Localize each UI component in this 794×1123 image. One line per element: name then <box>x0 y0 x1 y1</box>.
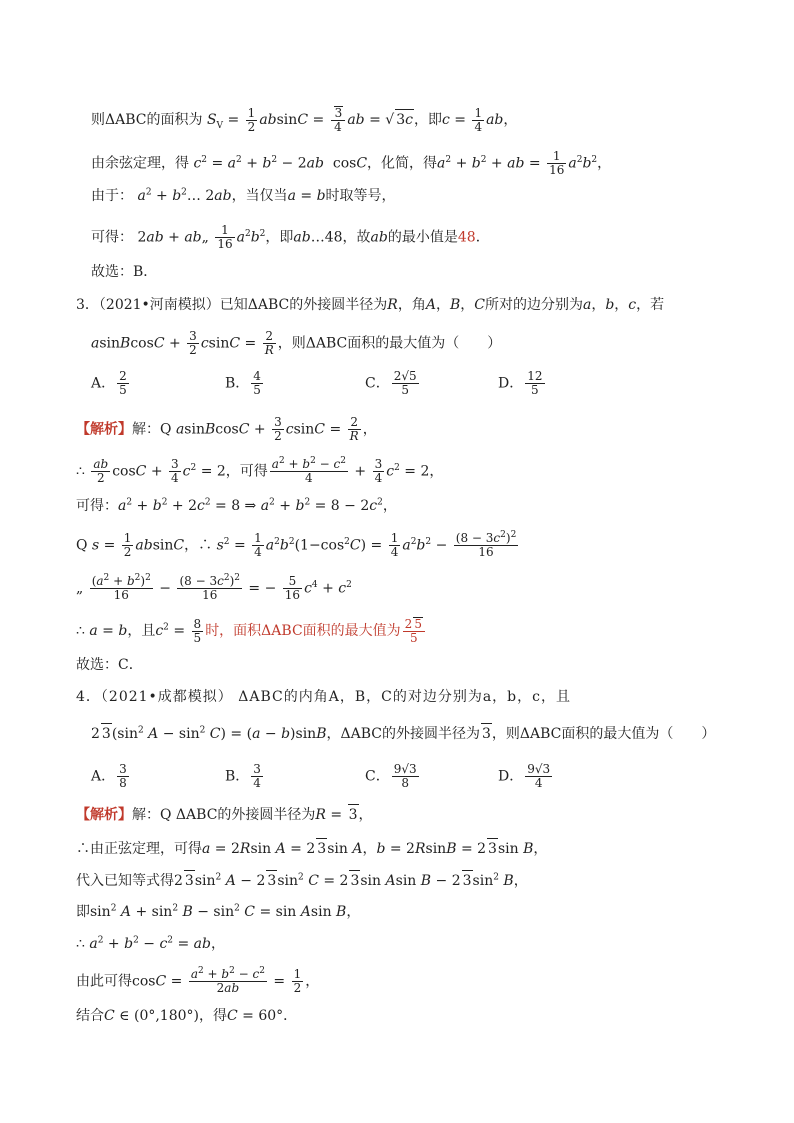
q4-analysis-line-2: ∴由正弦定理，可得a = 2Rsin A = 2 3sin A，b = 2RsinB = 2 3sin B， <box>76 838 547 859</box>
q4-option-d[interactable]: D． $\frac{9√3}{4}$ <box>498 762 551 790</box>
question-3-stem: 3．（2021•河南模拟）已知ΔABC的外接圆半径为R，角A，B，C所对的边分别为a，b，c，若 <box>76 297 665 313</box>
q3-option-c[interactable]: C． $\frac{2√5}{5}$ <box>365 369 417 397</box>
min-value: 48 <box>457 229 476 246</box>
question-4-condition: 2 $3(\sin^2$ $A - \sin^2 C) = (a - b)\sin B$，ΔABC的外接圆半径为 3，则ΔABC面积的最大值为（ ） <box>91 723 715 744</box>
cosine-law-line: 由余弦定理，得 $c^2 = a^2 + b^2 - 2ab$ cosC，化简，得$a^2 + b^2$ + ab = $\frac{1}{16}$ $a^2b^2$， <box>91 149 612 177</box>
q3-analysis-line-2: ∴ $\frac{ab}{2}$ cosC + $\frac{3}{4}$ $c^2 = 2$，可得 $\frac{a^2 + b^2 - c^2}{4}$ + $\frac{3}{4}$ $c^2 = 2$， <box>76 456 444 485</box>
q3-option-d[interactable]: D． $\frac{12}{5}$ <box>498 369 543 397</box>
q4-analysis-line-7: 结合C ∈ (0°,180°)，得C = 60°． <box>76 1008 298 1024</box>
q3-answer: 故选：C． <box>76 657 143 673</box>
q4-analysis-line-5: ∴ $a^2 + b^2 - c^2$ = ab， <box>76 935 225 952</box>
q4-analysis-line-3: 代入已知等式得2 $3\sin^2$ A − 2 $3\sin^2$ C = 2 3sin Asin B − 2 $3\sin^2$ B， <box>76 870 528 891</box>
q4-option-c[interactable]: C． $\frac{9√3}{8}$ <box>365 762 417 790</box>
q4-analysis-line-1: 【解析】解：Q ΔABC的外接圆半径为R = 3， <box>76 804 373 825</box>
inequality-line: 由于： $a^2$ + $b^2\dots$ 2ab，当仅当a = b时取等号， <box>91 187 396 204</box>
q3-analysis-line-1: 【解析】解：Q asinBcosC + $\frac{3}{2}$ csinC = $\frac{2}{R}$ ， <box>76 415 377 443</box>
q3-analysis-line-4: Q s = $\frac{1}{2}$ absinC，∴ $s^2$ = $\frac{1}{4}$ $a^2b^2(1-\cos^2C)$ = $\frac{1}{4}$ $a^2b^2$ − $\frac{(8 - 3c^2)^2}{16}$ <box>76 530 517 559</box>
q4-option-b[interactable]: B． $\frac{3}{4}$ <box>225 762 261 790</box>
q4-option-a[interactable]: A． $\frac{3}{8}$ <box>91 762 127 790</box>
q3-option-b[interactable]: B． $\frac{4}{5}$ <box>225 369 261 397</box>
q3-option-a[interactable]: A． $\frac{2}{5}$ <box>91 369 127 397</box>
answer-line: 故选：B． <box>91 264 158 280</box>
q3-analysis-line-5: „ $\frac{(a^2 + b^2)^2}{16}$ − $\frac{(8 - 3c^2)^2}{16}$ = − $\frac{5}{16}$ $c^4 + c^2$ <box>76 573 352 602</box>
question-3-condition: asinBcosC + $\frac{3}{2}$ csinC = $\frac{2}{R}$ ，则ΔABC面积的最大值为（ ） <box>91 329 502 357</box>
area-formula-line: 则ΔABC的面积为 $S_V$ = $\frac{1}{2}$ absinC = $\frac{3}{4}$ ab = √ 3c，即c = $\frac{1}{4}$ ab， <box>91 105 518 134</box>
q3-analysis-line-3: 可得：$a^2 + b^2 + 2c^2 = 8$ ⇒ $a^2 + b^2 = 8 - 2c^2$， <box>76 497 397 514</box>
q4-analysis-line-6: 由此可得cosC = $\frac{a^2 + b^2 - c^2}{2ab}$ = $\frac{1}{2}$ ， <box>76 966 320 995</box>
result-line: 可得： 2ab + ab„ $\frac{1}{16}$ $a^2b^2$，即ab…48，故ab的最小值是48． <box>91 223 490 251</box>
question-4-stem: 4．（2021•成都模拟） ΔABC的内角A，B，C的对边分别为a，b，c，且 <box>76 689 571 705</box>
q3-analysis-line-6: ∴ a = b，且$c^2$ = $\frac{8}{5}$ 时，面积ΔABC面积的最大值为 $\frac{2 5}{5}$ <box>76 617 427 645</box>
q4-analysis-line-4: 即$\sin^2 A + \sin^2 B - \sin^2 C = \sin Asin$ B， <box>76 903 361 920</box>
